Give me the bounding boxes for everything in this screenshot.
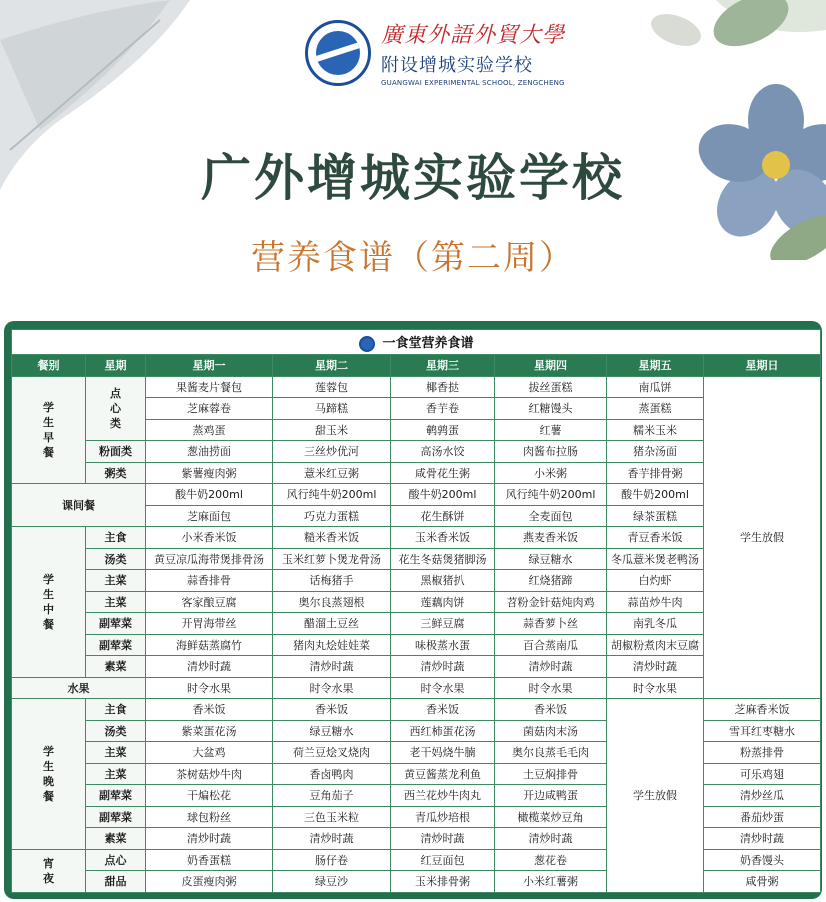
friday-holiday: 学生放假 [607, 699, 704, 893]
menu-item: 西红柿蛋花汤 [391, 720, 495, 742]
menu-item: 奥尔良蒸翅根 [273, 591, 391, 613]
menu-item: 老干妈烧牛腩 [391, 742, 495, 764]
menu-item: 巧克力蛋糕 [273, 505, 391, 527]
sub-label: 副荤菜 [86, 613, 146, 635]
menu-item: 三鲜豆腐 [391, 613, 495, 635]
menu-item: 鹌鹑蛋 [391, 419, 495, 441]
menu-item: 紫菜蛋花汤 [146, 720, 273, 742]
table-row [12, 527, 821, 549]
menu-item: 时令水果 [495, 677, 607, 699]
table-row [12, 484, 821, 506]
table-row [12, 548, 821, 570]
header-day: 星期一 [146, 355, 273, 377]
menu-item: 绿茶蛋糕 [607, 505, 704, 527]
menu-item: 奥尔良蒸毛毛肉 [495, 742, 607, 764]
menu-item: 肠仔卷 [273, 849, 391, 871]
menu-item: 果酱麦片餐包 [146, 376, 273, 398]
sub-label: 甜品 [86, 871, 146, 893]
menu-item: 黄豆凉瓜海带煲排骨汤 [146, 548, 273, 570]
flower-decoration-right [606, 0, 826, 260]
page-title: 广外增城实验学校 [201, 149, 625, 207]
meal-label-fruit: 水果 [12, 677, 146, 699]
menu-item: 清炒时蔬 [391, 656, 495, 678]
sub-label: 主食 [86, 527, 146, 549]
menu-item: 蒜香排骨 [146, 570, 273, 592]
menu-item: 话梅猪手 [273, 570, 391, 592]
menu-item: 芝麻蓉卷 [146, 398, 273, 420]
menu-item: 椰香挞 [391, 376, 495, 398]
menu-item: 糯米玉米 [607, 419, 704, 441]
menu-item: 蒸蛋糕 [607, 398, 704, 420]
header-day: 星期五 [607, 355, 704, 377]
table-row [12, 677, 821, 699]
menu-item-sunday: 奶香馒头 [704, 849, 821, 871]
sub-label: 点心 [86, 849, 146, 871]
menu-item: 蒜苗炒牛肉 [607, 591, 704, 613]
sub-label: 汤类 [86, 548, 146, 570]
menu-item: 花生冬菇煲猪脚汤 [391, 548, 495, 570]
meal-label-night: 宵 夜 [12, 849, 86, 892]
sub-label-snack: 点 心 类 [86, 376, 146, 441]
menu-item: 干煸松花 [146, 785, 273, 807]
sub-label: 主菜 [86, 591, 146, 613]
menu-item: 西兰花炒牛肉丸 [391, 785, 495, 807]
menu-item: 时令水果 [607, 677, 704, 699]
menu-item: 开边咸鸭蛋 [495, 785, 607, 807]
menu-item: 冬瓜薏米煲老鸭汤 [607, 548, 704, 570]
header-banner [0, 0, 826, 318]
menu-item: 开胃海带丝 [146, 613, 273, 635]
menu-item: 香卤鸭肉 [273, 763, 391, 785]
table-row [12, 355, 821, 377]
sub-label: 主菜 [86, 742, 146, 764]
menu-item: 燕麦香米饭 [495, 527, 607, 549]
school-logo [305, 18, 565, 87]
header-category: 餐别 [12, 355, 86, 377]
menu-item: 蒸鸡蛋 [146, 419, 273, 441]
menu-item: 玉米红萝卜煲龙骨汤 [273, 548, 391, 570]
menu-item: 黄豆酱蒸龙利鱼 [391, 763, 495, 785]
menu-item: 清炒时蔬 [146, 656, 273, 678]
menu-item-sunday: 清炒丝瓜 [704, 785, 821, 807]
menu-item: 时令水果 [146, 677, 273, 699]
sub-label: 副荤菜 [86, 806, 146, 828]
menu-item: 时令水果 [273, 677, 391, 699]
menu-item: 小米香米饭 [146, 527, 273, 549]
menu-item: 小米粥 [495, 462, 607, 484]
menu-item: 风行纯牛奶200ml [273, 484, 391, 506]
menu-item: 味极蒸水蛋 [391, 634, 495, 656]
menu-item: 蒜香萝卜丝 [495, 613, 607, 635]
header-day: 星期日 [704, 355, 821, 377]
menu-item: 猪肉丸烩娃娃菜 [273, 634, 391, 656]
menu-item: 莲蓉包 [273, 376, 391, 398]
menu-item: 奶香蛋糕 [146, 849, 273, 871]
page-subtitle: 营养食谱（第二周） [251, 238, 575, 278]
menu-item: 香米饭 [146, 699, 273, 721]
menu-item: 全麦面包 [495, 505, 607, 527]
menu-item: 客家酿豆腐 [146, 591, 273, 613]
menu-item: 大盆鸡 [146, 742, 273, 764]
menu-item: 黑椒猪扒 [391, 570, 495, 592]
menu-item: 绿豆糖水 [273, 720, 391, 742]
menu-item: 南乳冬瓜 [607, 613, 704, 635]
menu-item: 绿豆糖水 [495, 548, 607, 570]
school-name-en: GUANGWAI EXPERIMENTAL SCHOOL, ZENGCHENG [381, 79, 565, 87]
menu-item: 猪杂汤面 [607, 441, 704, 463]
table-title-text: 一食堂营养食谱 [382, 336, 474, 352]
menu-item: 清炒时蔬 [146, 828, 273, 850]
menu-item: 皮蛋瘦肉粥 [146, 871, 273, 893]
menu-item: 红糖馒头 [495, 398, 607, 420]
menu-item: 咸骨花生粥 [391, 462, 495, 484]
meal-label-lunch: 学 生 中 餐 [12, 527, 86, 678]
menu-item: 花生酥饼 [391, 505, 495, 527]
table-row [12, 441, 821, 463]
table-title [12, 330, 821, 355]
menu-item: 葱花卷 [495, 849, 607, 871]
menu-item: 白灼虾 [607, 570, 704, 592]
menu-item-sunday: 咸骨粥 [704, 871, 821, 893]
sub-label: 副荤菜 [86, 785, 146, 807]
menu-item: 茶树菇炒牛肉 [146, 763, 273, 785]
menu-table [11, 329, 821, 893]
menu-item: 菌菇肉末汤 [495, 720, 607, 742]
menu-item: 小米红薯粥 [495, 871, 607, 893]
menu-item: 醋溜土豆丝 [273, 613, 391, 635]
menu-item: 清炒时蔬 [273, 828, 391, 850]
header-day: 星期三 [391, 355, 495, 377]
menu-item: 清炒时蔬 [495, 828, 607, 850]
menu-item: 肉酱布拉肠 [495, 441, 607, 463]
menu-item: 酸牛奶200ml [146, 484, 273, 506]
menu-item: 紫薯瘦肉粥 [146, 462, 273, 484]
menu-item: 青瓜炒培根 [391, 806, 495, 828]
sub-label: 主菜 [86, 763, 146, 785]
menu-item-sunday: 番茄炒蛋 [704, 806, 821, 828]
menu-item: 红薯 [495, 419, 607, 441]
menu-item: 豆角茄子 [273, 785, 391, 807]
sub-label-porridge: 粥类 [86, 462, 146, 484]
school-affiliate: 附设增城实验学校 [381, 55, 533, 76]
menu-item: 土豆焖排骨 [495, 763, 607, 785]
meal-label-dinner: 学 生 晚 餐 [12, 699, 86, 850]
school-emblem-icon [359, 336, 375, 352]
table-row [12, 591, 821, 613]
menu-item: 糙米香米饭 [273, 527, 391, 549]
table-row [12, 462, 821, 484]
sub-label: 副荤菜 [86, 634, 146, 656]
sub-label: 主菜 [86, 570, 146, 592]
menu-item: 清炒时蔬 [391, 828, 495, 850]
menu-item: 马蹄糕 [273, 398, 391, 420]
meal-label-break: 课间餐 [12, 484, 146, 527]
menu-item: 香米饭 [495, 699, 607, 721]
menu-item: 香米饭 [391, 699, 495, 721]
table-row [12, 613, 821, 635]
menu-item-sunday: 芝麻香米饭 [704, 699, 821, 721]
menu-item: 海鲜菇蒸腐竹 [146, 634, 273, 656]
menu-item: 红烧猪蹄 [495, 570, 607, 592]
header-day: 星期二 [273, 355, 391, 377]
menu-item-sunday: 粉蒸排骨 [704, 742, 821, 764]
school-name-cn: 廣東外語外貿大學 [381, 23, 566, 48]
table-row [12, 570, 821, 592]
menu-item: 玉米排骨粥 [391, 871, 495, 893]
school-emblem-icon [305, 20, 371, 86]
menu-item: 胡椒粉煮肉末豆腐 [607, 634, 704, 656]
menu-item: 青豆香米饭 [607, 527, 704, 549]
menu-item: 球包粉丝 [146, 806, 273, 828]
menu-item: 三色玉米粒 [273, 806, 391, 828]
table-row [12, 656, 821, 678]
meal-label-breakfast: 学 生 早 餐 [12, 376, 86, 484]
menu-item: 南瓜饼 [607, 376, 704, 398]
menu-item: 苕粉金针菇炖肉鸡 [495, 591, 607, 613]
menu-item: 橄榄菜炒豆角 [495, 806, 607, 828]
header-day: 星期四 [495, 355, 607, 377]
menu-item: 三丝炒优河 [273, 441, 391, 463]
sub-label: 主食 [86, 699, 146, 721]
menu-item: 莲藕肉饼 [391, 591, 495, 613]
menu-item: 红豆面包 [391, 849, 495, 871]
table-row [12, 376, 821, 398]
menu-item: 香米饭 [273, 699, 391, 721]
sunday-holiday: 学生放假 [704, 376, 821, 699]
menu-item: 酸牛奶200ml [607, 484, 704, 506]
menu-item: 百合蒸南瓜 [495, 634, 607, 656]
menu-item: 高汤水饺 [391, 441, 495, 463]
menu-item-sunday: 可乐鸡翅 [704, 763, 821, 785]
menu-item: 清炒时蔬 [607, 656, 704, 678]
menu-item: 甜玉米 [273, 419, 391, 441]
table-row [12, 330, 821, 355]
menu-item: 玉米香米饭 [391, 527, 495, 549]
menu-item: 风行纯牛奶200ml [495, 484, 607, 506]
sub-label: 素菜 [86, 828, 146, 850]
menu-item: 拔丝蛋糕 [495, 376, 607, 398]
menu-item: 薏米红豆粥 [273, 462, 391, 484]
menu-item: 绿豆沙 [273, 871, 391, 893]
menu-item: 清炒时蔬 [495, 656, 607, 678]
menu-item: 时令水果 [391, 677, 495, 699]
menu-item: 香芋卷 [391, 398, 495, 420]
menu-item: 荷兰豆烩叉烧肉 [273, 742, 391, 764]
sub-label: 汤类 [86, 720, 146, 742]
menu-item: 酸牛奶200ml [391, 484, 495, 506]
header-week: 星期 [86, 355, 146, 377]
menu-item: 香芋排骨粥 [607, 462, 704, 484]
sub-label: 素菜 [86, 656, 146, 678]
menu-item: 清炒时蔬 [273, 656, 391, 678]
menu-item: 芝麻面包 [146, 505, 273, 527]
menu-item-sunday: 雪耳红枣糖水 [704, 720, 821, 742]
sub-label-noodle: 粉面类 [86, 441, 146, 463]
table-row [12, 634, 821, 656]
table-row [12, 699, 821, 721]
menu-item-sunday: 清炒时蔬 [704, 828, 821, 850]
menu-item: 葱油捞面 [146, 441, 273, 463]
